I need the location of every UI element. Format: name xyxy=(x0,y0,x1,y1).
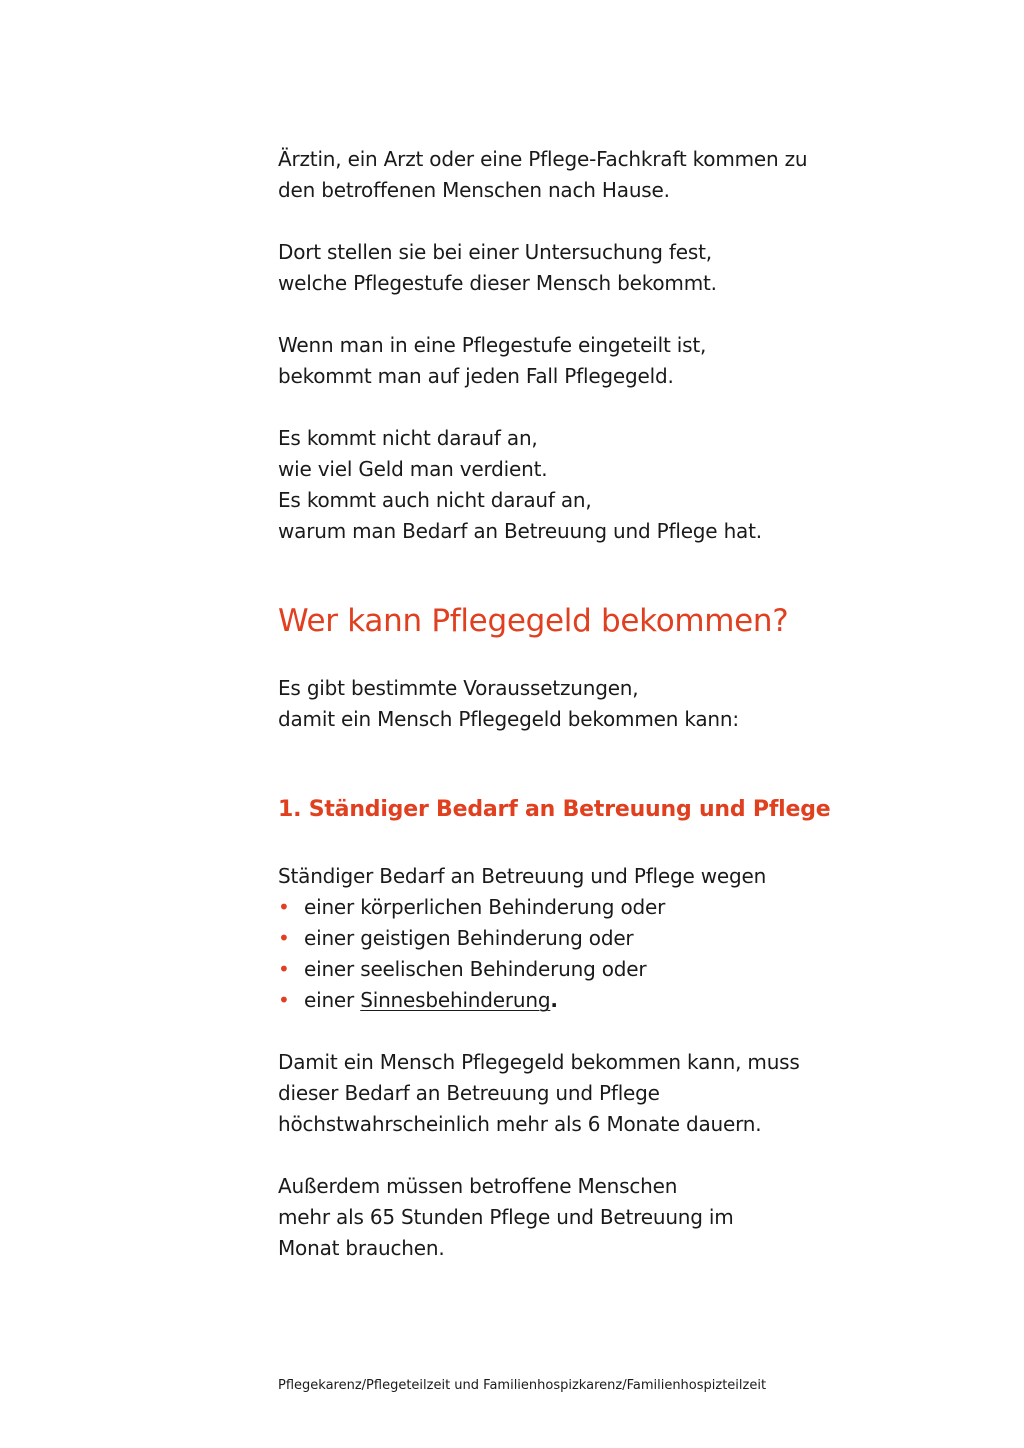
text-line: höchstwahrscheinlich mehr als 6 Monate dauern. xyxy=(278,1112,762,1136)
text-line: warum man Bedarf an Betreuung und Pflege hat. xyxy=(278,519,762,543)
text-line: Monat brauchen. xyxy=(278,1236,445,1260)
text-line: Es gibt bestimmte Voraussetzungen, xyxy=(278,676,639,700)
intro-paragraph-3 xyxy=(278,330,918,392)
text-line: dieser Bedarf an Betreuung und Pflege xyxy=(278,1081,660,1105)
bullet-icon: • xyxy=(278,895,290,919)
text-line: Es kommt auch nicht darauf an, xyxy=(278,488,592,512)
hours-paragraph xyxy=(278,1171,918,1264)
list-item-text: einer körperlichen Behinderung oder xyxy=(304,895,666,919)
list-item xyxy=(278,892,918,923)
bullet-icon: • xyxy=(278,926,290,950)
list-item xyxy=(278,954,918,985)
text-line: welche Pflegestufe dieser Mensch bekommt. xyxy=(278,271,717,295)
intro-paragraph-2 xyxy=(278,237,918,299)
list-item xyxy=(278,985,918,1016)
text-line: Wenn man in eine Pflegestufe eingeteilt ist, xyxy=(278,333,707,357)
intro-paragraph-4 xyxy=(278,423,918,547)
section-heading: Wer kann Pflegegeld bekommen? xyxy=(278,603,789,639)
subsection-lead xyxy=(278,861,918,892)
bullet-icon: • xyxy=(278,957,290,981)
page-content xyxy=(278,144,918,1264)
list-item-text-suffix: . xyxy=(550,988,558,1012)
section-intro xyxy=(278,673,918,735)
text-line: den betroffenen Menschen nach Hause. xyxy=(278,178,670,202)
text-line: Ständiger Bedarf an Betreuung und Pflege wegen xyxy=(278,864,767,888)
intro-paragraph-1 xyxy=(278,144,918,206)
text-line: Außerdem müssen betroffene Menschen xyxy=(278,1174,678,1198)
sinnesbehinderung-link[interactable]: Sinnesbehinderung xyxy=(360,988,551,1012)
bullet-list xyxy=(278,892,918,1016)
subsection-heading: 1. Ständiger Bedarf an Betreuung und Pflege xyxy=(278,797,831,822)
list-item-text: einer seelischen Behinderung oder xyxy=(304,957,647,981)
duration-paragraph xyxy=(278,1047,918,1140)
text-line: Dort stellen sie bei einer Untersuchung fest, xyxy=(278,240,712,264)
text-line: Ärztin, ein Arzt oder eine Pflege-Fachkraft kommen zu xyxy=(278,147,808,171)
list-item xyxy=(278,923,918,954)
text-line: Es kommt nicht darauf an, xyxy=(278,426,538,450)
list-item-text: einer geistigen Behinderung oder xyxy=(304,926,634,950)
list-item-text-prefix: einer xyxy=(304,988,361,1012)
bullet-icon: • xyxy=(278,988,290,1012)
text-line: damit ein Mensch Pflegegeld bekommen kann: xyxy=(278,707,739,731)
page-footer: Pflegekarenz/Pflegeteilzeit und Familienhospizkarenz/Familienhospizteilzeit xyxy=(278,1378,767,1393)
text-line: bekommt man auf jeden Fall Pflegegeld. xyxy=(278,364,674,388)
text-line: Damit ein Mensch Pflegegeld bekommen kann, muss xyxy=(278,1050,800,1074)
text-line: mehr als 65 Stunden Pflege und Betreuung im xyxy=(278,1205,734,1229)
text-line: wie viel Geld man verdient. xyxy=(278,457,548,481)
